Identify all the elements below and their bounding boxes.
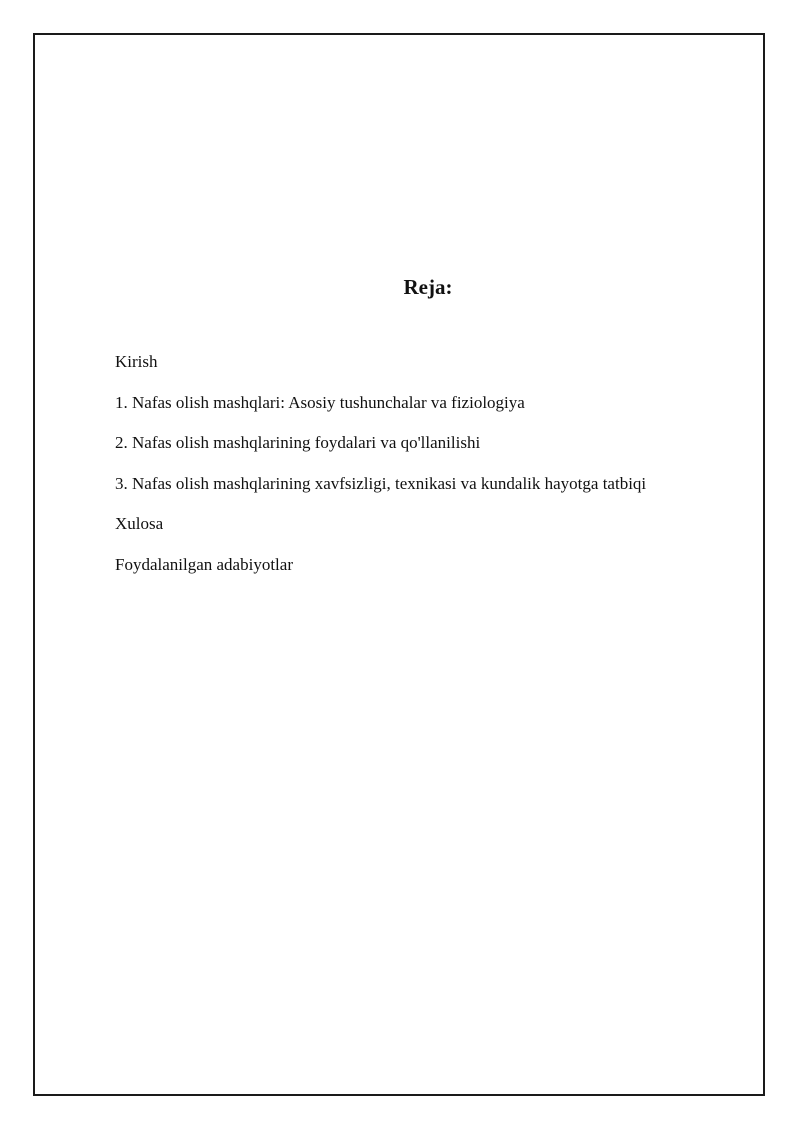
list-item-conclusion: Xulosa <box>115 514 164 534</box>
page-title: Reja: <box>403 275 453 299</box>
list-item-introduction: Kirish <box>115 352 158 371</box>
list-item-section-1: 1. Nafas olish mashqlari: Asosiy tushunchalar va fiziologiya <box>115 392 525 412</box>
list-item-section-2: 2. Nafas olish mashqlarining foydalari va qo'llanilishi <box>115 433 481 453</box>
list-item-section-3: 3. Nafas olish mashqlarining xavfsizligi, texnikasi va kundalik hayotga tatbiqi <box>115 473 647 493</box>
list-item-references: Foydalanilgan adabiyotlar <box>115 554 293 574</box>
plan-list <box>115 352 646 596</box>
